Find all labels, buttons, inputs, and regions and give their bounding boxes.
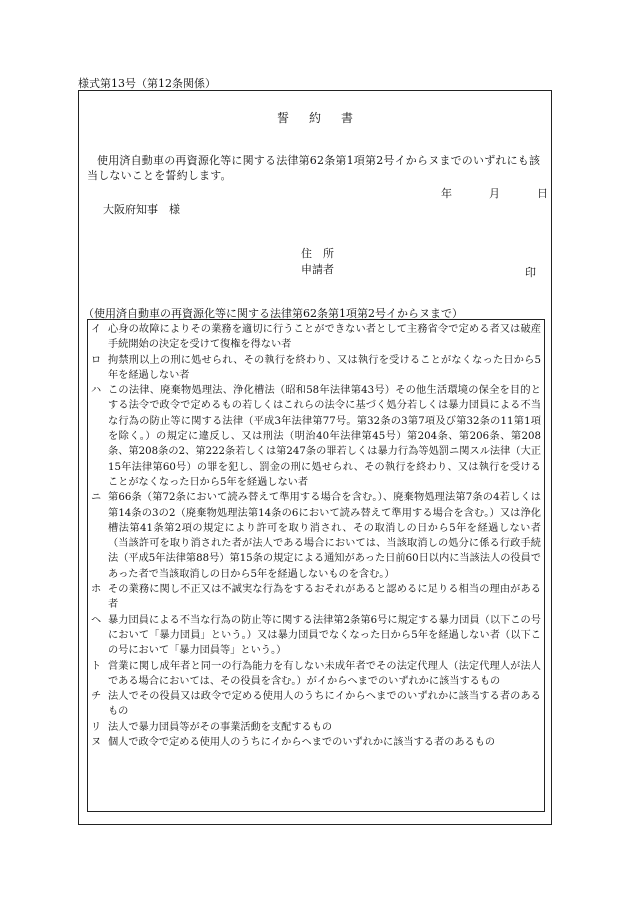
disqualification-list xyxy=(87,319,545,812)
item-mark: ヘ xyxy=(91,614,102,626)
list-item xyxy=(91,613,541,659)
date-year-label: 年 xyxy=(441,187,452,200)
item-text: 第66条（第72条において読み替えて準用する場合を含む。）、廃棄物処理法第7条の4若しくは第14条の3の2（廃棄物処理法第14条の6において読み替えて準用する場合を含む。）又は浄化槽法第41条第2項の規定により許可を取り消され、その取消しの日から5年を経過しない者（当該許可を取り消された者が法人である場合においては、当該取消しの処分に係る行政手続法（平成5年法律第88号）第15条の規定による通知があった日前60日以内に当該法人の役員であった者で当該取消しの日から5年を経過しないものを含む。） xyxy=(108,492,541,580)
addressee: 大阪府知事 様 xyxy=(103,203,180,216)
item-mark: チ xyxy=(91,691,102,703)
item-text: 営業に関し成年者と同一の行為能力を有しない未成年者でその法定代理人（法定代理人が法人である場合においては、その役員を含む。）がイからヘまでのいずれかに該当するもの xyxy=(108,660,541,687)
list-item xyxy=(91,322,541,353)
pledge-statement: 使用済自動車の再資源化等に関する法律第62条第1項第2号イからヌまでのいずれにも該当しないことを誓約します。 xyxy=(87,154,541,182)
item-text: 法人でその役員又は政令で定める使用人のうちにイからヘまでのいずれかに該当する者のあるもの xyxy=(108,691,541,718)
date-day-label: 日 xyxy=(537,187,548,200)
item-mark: イ xyxy=(91,324,102,335)
date-month-label: 月 xyxy=(489,187,500,200)
item-mark: ホ xyxy=(91,584,102,596)
list-item xyxy=(91,582,541,613)
list-item xyxy=(91,383,541,490)
item-text: 法人で暴力団員等がその事業活動を支配するもの xyxy=(108,721,333,733)
list-item xyxy=(91,689,541,720)
item-mark: ヌ xyxy=(91,737,102,749)
address-label: 住 所 xyxy=(301,247,334,260)
list-item xyxy=(91,735,541,750)
list-item xyxy=(91,353,541,384)
item-text: 暴力団員による不当な行為の防止等に関する法律第2条第6号に規定する暴力団員（以下この号において「暴力団員」という。）又は暴力団員でなくなった日から5年を経過しない者（以下この号において「暴力団員等」という。） xyxy=(108,614,541,657)
list-item xyxy=(91,720,541,735)
item-text: その業務に関し不正又は不誠実な行為をするおそれがあると認めるに足りる相当の理由がある者 xyxy=(108,584,541,611)
list-item xyxy=(91,490,541,582)
item-mark: ニ xyxy=(91,492,102,504)
document-title: 誓約書 xyxy=(276,111,373,125)
item-text: この法律、廃棄物処理法、浄化槽法（昭和58年法律第43号）その他生活環境の保全を目的とする法令で政令で定めるもの若しくはこれらの法令に基づく処分若しくは暴力団員による不当な行為の防止等に関する法律（平成3年法律第77号。第32条の3第7項及び第32条の11第1項を除く。）の規定に違反し、又は刑法（明治40年法律第45号）第204条、第206条、第208条、第208条の2、第222条若しくは第247条の罪若しくは暴力行為等処罰ニ関スル法律（大正15年法律第60号）の罪を犯し、罰金の刑に処せられ、その執行を終わり、又は執行を受けることがなくなった日から5年を経過しない者 xyxy=(108,385,541,488)
item-text: 拘禁刑以上の刑に処せられ、その執行を終わり、又は執行を受けることがなくなった日から5年を経過しない者 xyxy=(108,354,541,381)
item-mark: ト xyxy=(91,660,102,672)
list-heading: （使用済自動車の再資源化等に関する法律第62条第1項第2号イからヌまで） xyxy=(83,307,463,320)
item-mark: ハ xyxy=(91,385,102,397)
list-item xyxy=(91,659,541,690)
seal-mark: 印 xyxy=(525,266,536,279)
pledge-form-frame xyxy=(78,90,552,825)
form-number: 様式第13号（第12条関係） xyxy=(78,77,216,90)
applicant-label: 申請者 xyxy=(301,263,334,276)
item-text: 個人で政令で定める使用人のうちにイからヘまでのいずれかに該当する者のあるもの xyxy=(108,737,496,749)
item-mark: リ xyxy=(91,721,102,733)
item-mark: ロ xyxy=(91,354,102,366)
item-text: 心身の故障によりその業務を適切に行うことができない者として主務省令で定める者又は破産手続開始の決定を受けて復権を得ない者 xyxy=(108,324,541,351)
